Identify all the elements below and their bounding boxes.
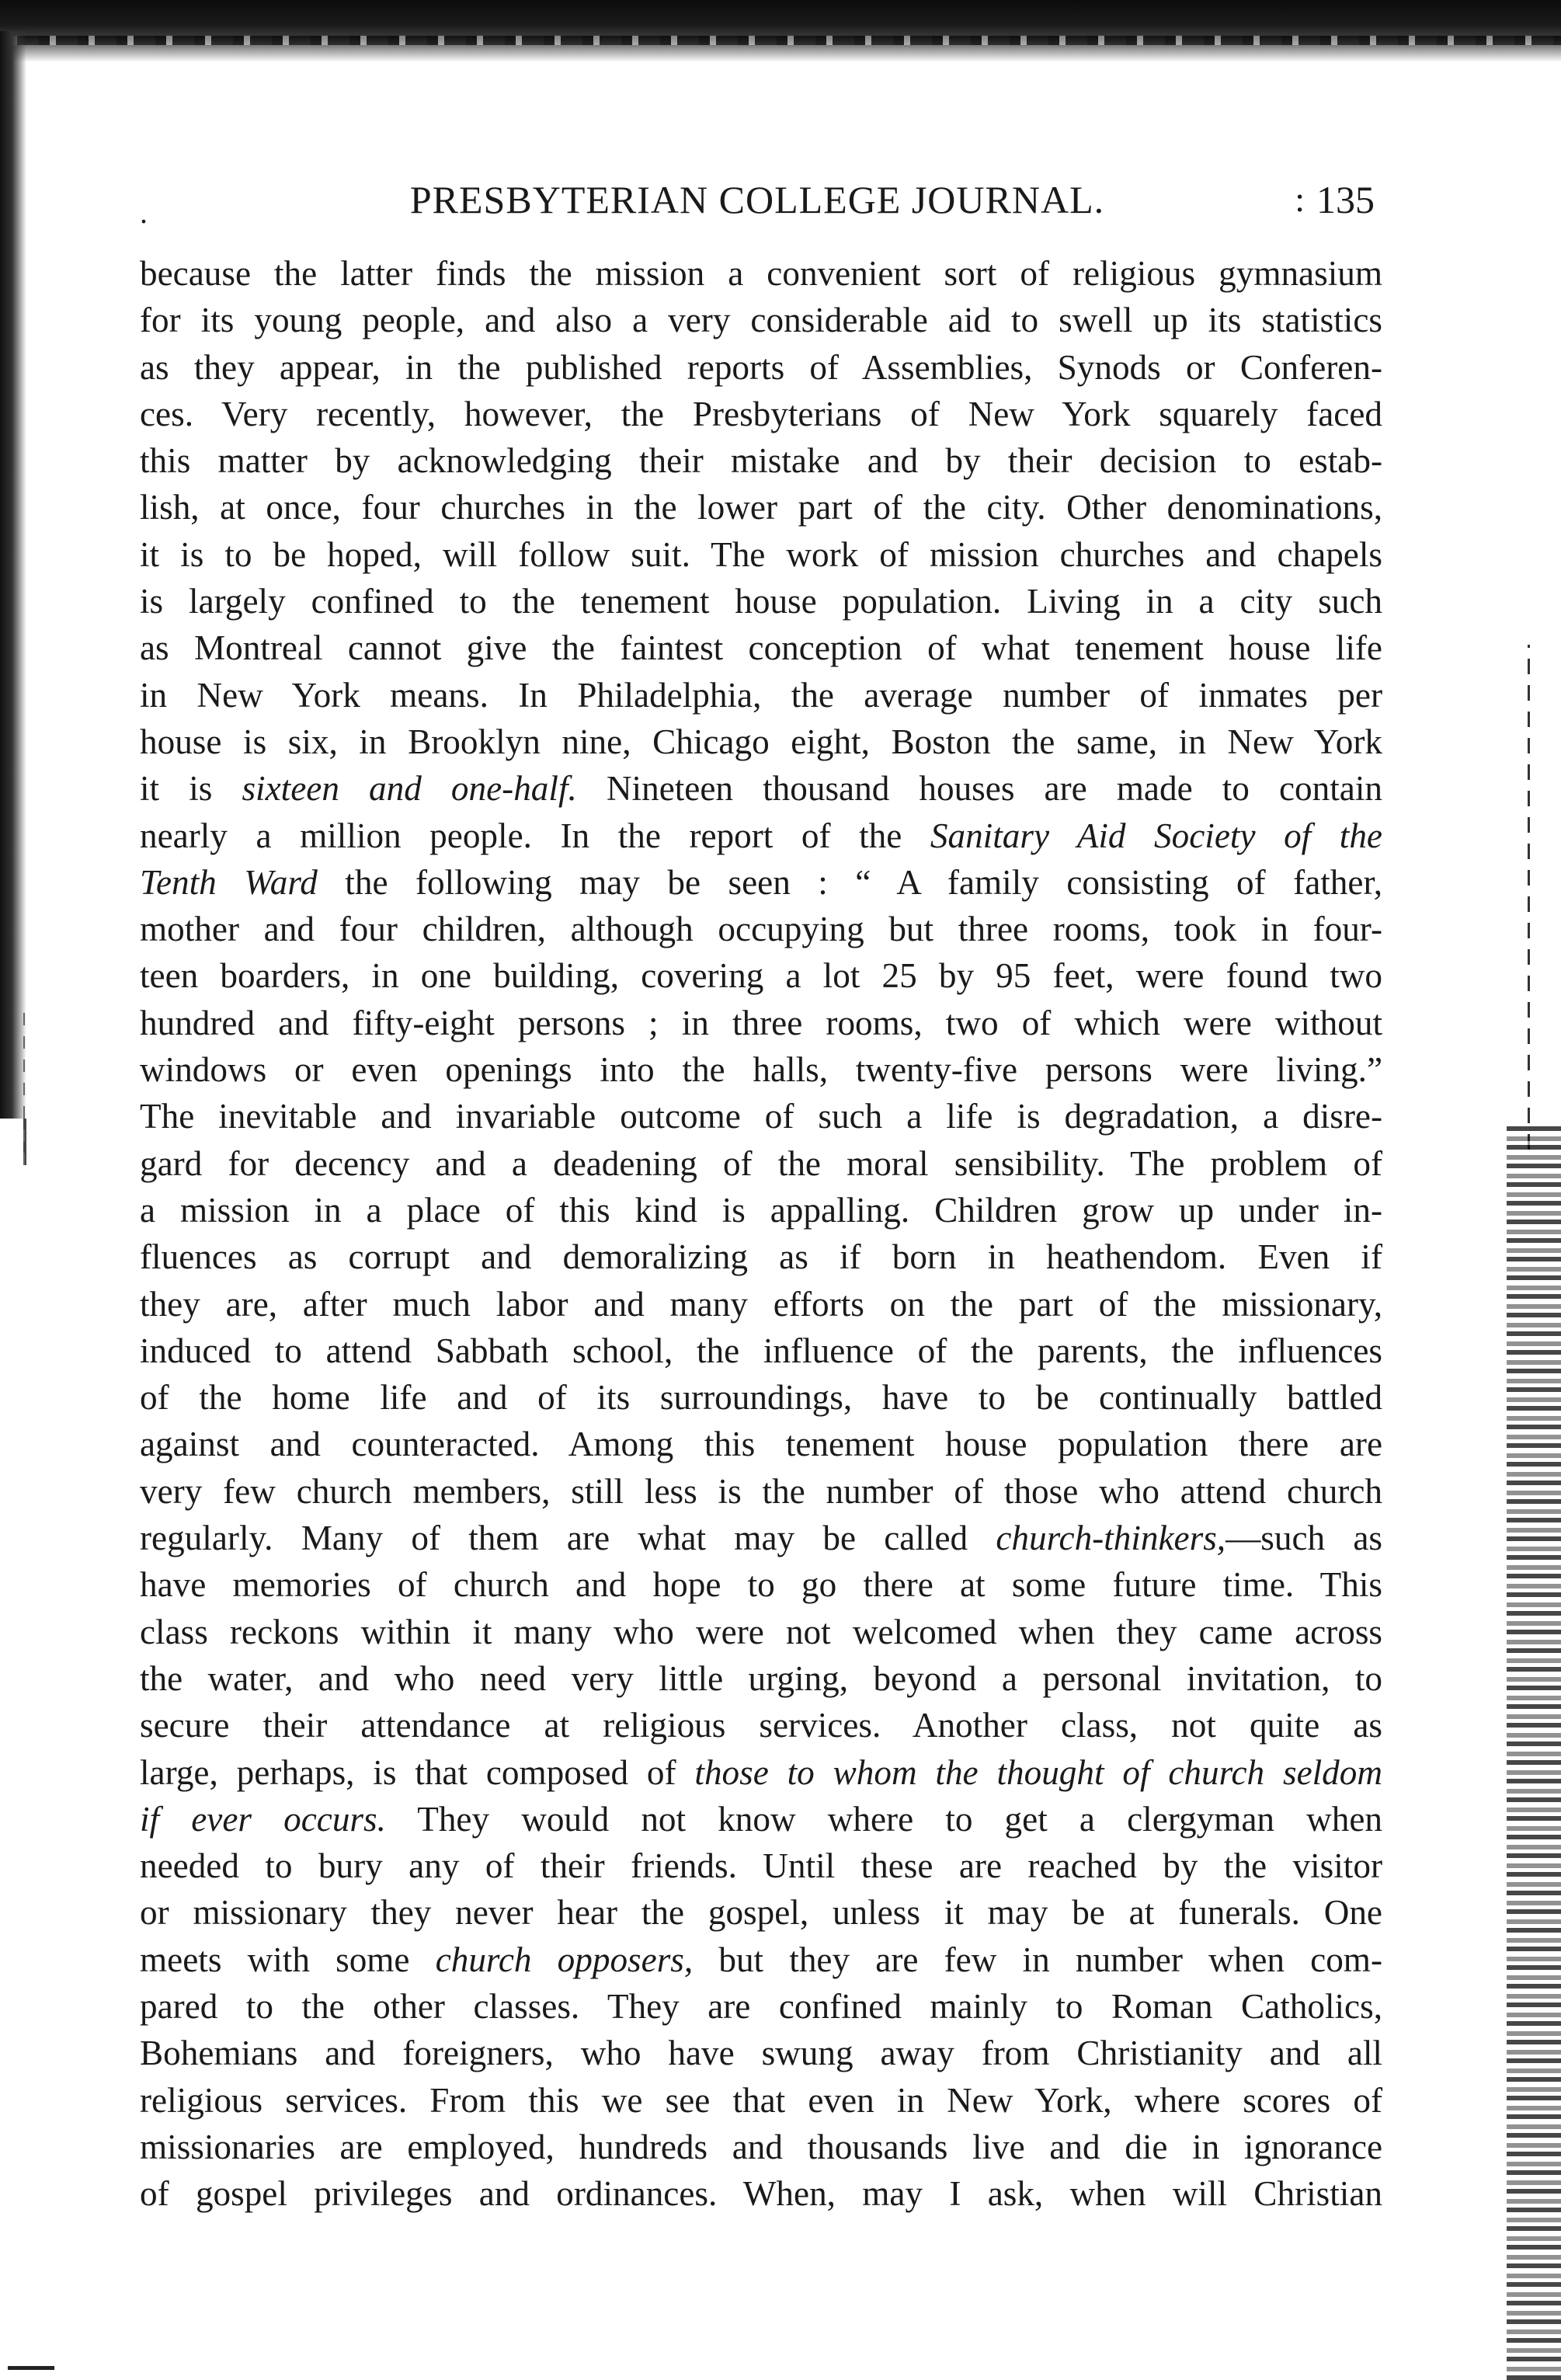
text-line: religious services. From this we see that even in New York, where scores of <box>140 2080 1382 2120</box>
text-run: They would not know where to get a clergyman when <box>385 1799 1382 1839</box>
text-run: the following may be seen : “ A family consisting of father, <box>317 862 1382 902</box>
body-paragraph <box>140 250 1382 2217</box>
text-line: Bohemians and foreigners, who have swung away from Christianity and all <box>140 2034 1382 2073</box>
text-run: regularly. Many of them are what may be called <box>140 1519 996 1558</box>
emphasis-text: church opposers, <box>435 1940 694 1979</box>
text-line: it is to be hoped, will follow suit. The work of mission churches and chapels <box>140 534 1382 574</box>
text-line: this matter by acknowledging their mistake and by their decision to estab- <box>140 441 1382 481</box>
text-line: they are, after much labor and many efforts on the part of the missionary, <box>140 1284 1382 1324</box>
text-line: teen boarders, in one building, covering a lot 25 by 95 feet, were found two <box>140 956 1382 996</box>
text-run: it is <box>140 769 242 809</box>
text-line: have memories of church and hope to go there at some future time. This <box>140 1565 1382 1605</box>
text-line: because the latter finds the mission a convenient sort of religious gymnasium <box>140 254 1382 293</box>
scan-bottom-mark <box>8 2366 54 2370</box>
text-line: missionaries are employed, hundreds and thousands live and die in ignorance <box>140 2127 1382 2166</box>
text-line <box>140 765 1382 812</box>
emphasis-text: if ever occurs. <box>140 1799 386 1839</box>
text-line: lish, at once, four churches in the lower part of the city. Other denominations, <box>140 488 1382 527</box>
text-run: —such as <box>1226 1519 1382 1558</box>
emphasis-text: church-thinkers, <box>996 1519 1226 1558</box>
text-line: mother and four children, although occupying but three rooms, took in four- <box>140 910 1382 949</box>
text-line: a mission in a place of this kind is appalling. Children grow up under in- <box>140 1190 1382 1230</box>
text-line <box>140 1936 1382 1983</box>
text-line: ces. Very recently, however, the Presbyterians of New York squarely faced <box>140 394 1382 433</box>
running-header <box>140 177 1375 231</box>
header-separator: : <box>1295 179 1305 219</box>
emphasis-text: Tenth Ward <box>140 862 318 902</box>
text-line: for its young people, and also a very considerable aid to swell up its statistics <box>140 301 1382 340</box>
text-line: against and counteracted. Among this tenement house population there are <box>140 1425 1382 1464</box>
emphasis-text: sixteen and one-half. <box>242 769 577 809</box>
text-line: as they appear, in the published reports of Assemblies, Synods or Conferen- <box>140 347 1382 387</box>
text-line: induced to attend Sabbath school, the influence of the parents, the influences <box>140 1331 1382 1370</box>
text-run: but they are few in number when com- <box>693 1940 1383 1979</box>
text-run: meets with some <box>140 1940 436 1979</box>
text-line: gard for decency and a deadening of the moral sensibility. The problem of <box>140 1143 1382 1183</box>
header-dot: . <box>140 195 148 230</box>
journal-title: PRESBYTERIAN COLLEGE JOURNAL. <box>409 178 1105 221</box>
text-line: in New York means. In Philadelphia, the average number of inmates per <box>140 675 1382 715</box>
text-line: of gospel privileges and ordinances. When, may I ask, when will Christian <box>140 2174 1382 2214</box>
text-line <box>140 1749 1382 1796</box>
text-line: windows or even openings into the halls, twenty-five persons were living.” <box>140 1050 1382 1090</box>
text-line: house is six, in Brooklyn nine, Chicago eight, Boston the same, in New York <box>140 722 1382 761</box>
text-line: the water, and who need very little urging, beyond a personal invitation, to <box>140 1658 1382 1698</box>
text-line: fluences as corrupt and demoralizing as if born in heathendom. Even if <box>140 1237 1382 1277</box>
scan-left-edge <box>0 31 26 1119</box>
text-run: Nineteen thousand houses are made to contain <box>576 769 1382 809</box>
text-line: as Montreal cannot give the faintest conception of what tenement house life <box>140 628 1382 668</box>
text-line <box>140 812 1382 859</box>
text-line: needed to bury any of their friends. Until these are reached by the visitor <box>140 1846 1382 1886</box>
scan-right-gutter-line <box>1528 645 1530 1150</box>
text-line: secure their attendance at religious services. Another class, not quite as <box>140 1706 1382 1745</box>
emphasis-text: those to whom the thought of church seldom <box>694 1752 1383 1792</box>
text-line: or missionary they never hear the gospel, unless it may be at funerals. One <box>140 1893 1382 1933</box>
text-run: nearly a million people. In the report of the <box>140 816 930 855</box>
text-line <box>140 859 1382 906</box>
text-run: large, perhaps, is that composed of <box>140 1752 695 1792</box>
text-line: The inevitable and invariable outcome of such a life is degradation, a disre- <box>140 1097 1382 1136</box>
text-line <box>140 1796 1382 1842</box>
emphasis-text: Sanitary Aid Society of the <box>930 816 1382 855</box>
text-line: very few church members, still less is the number of those who attend church <box>140 1471 1382 1511</box>
text-line: of the home life and of its surroundings, have to be continually battled <box>140 1378 1382 1418</box>
text-line: pared to the other classes. They are confined mainly to Roman Catholics, <box>140 1986 1382 2026</box>
text-line: class reckons within it many who were not welcomed when they came across <box>140 1612 1382 1651</box>
scan-top-edge <box>0 0 1561 62</box>
scan-left-mark <box>23 1010 25 1165</box>
page-number: 135 <box>1316 178 1375 221</box>
text-line: hundred and fifty-eight persons ; in three rooms, two of which were without <box>140 1003 1382 1042</box>
text-line: is largely confined to the tenement house population. Living in a city such <box>140 582 1382 621</box>
text-line <box>140 1515 1382 1561</box>
scan-right-edge <box>1507 1126 1561 2380</box>
